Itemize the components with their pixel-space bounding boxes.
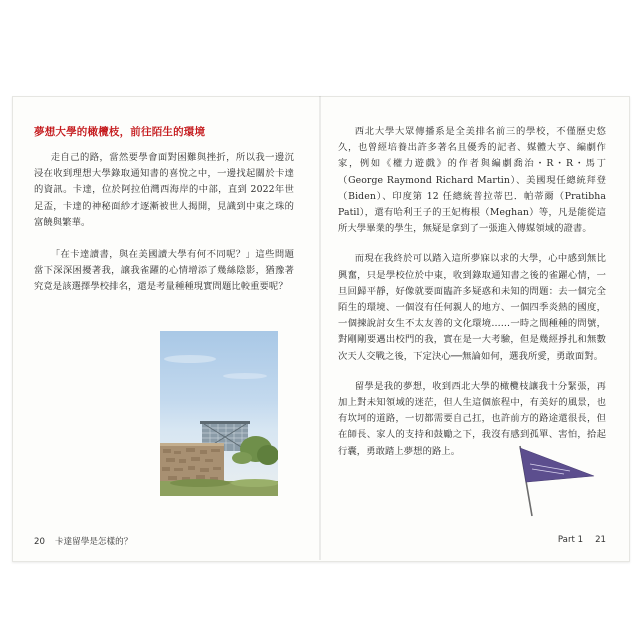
- right-paragraph-1: 西北大學大眾傳播系是全美排名前三的學校，不僅歷史悠久，也曾經培養出許多著名且優秀的記者、媒體大亨、編劇作家，例如《權力遊戲》的作者與編劇喬治・R・R・馬丁（George Raymond Richard Martin）、美國現任總統拜登（Biden）、印度第 12 任總統普拉蒂巴．帕蒂爾（Pratibha Patil），還有哈利王子的王妃梅根（Meghan）等，凡是能從這所大學畢業的學生，無疑是拿到了一張進入傳媒領域的證書。: [338, 126, 606, 235]
- left-page-body: [34, 150, 294, 296]
- chapter-running-title: 卡達留學是怎樣的？: [54, 537, 133, 547]
- book-gutter: [319, 96, 321, 560]
- right-page-footer: [558, 535, 606, 545]
- right-paragraph-2: 而現在我終於可以踏入這所夢寐以求的大學，心中感到無比興奮，只是學校位於中東，收到錄取通知書之後的雀躍心情，一旦回歸平靜，好像就要面臨許多疑惑和未知的問題：去一個完全陌生的環境、一個沒有任何親人的地方、一個四季炎熱的國度，一個揀說討女生不太友善的文化環境……一時之間種種的問號，對剛剛要邁出校門的我，實在是一大考驗，但是幾經掙扎和無數次天人交戰之後，下定決心──無論如何，選我所愛，勇敢面對。: [338, 253, 606, 362]
- left-paragraph-2: 「在卡達讀書，與在美國讀大學有何不同呢？」這些問題當下深深困擾著我，譲我雀躍的心情增添了幾絲陰影，猶豫著究竟是該選擇學校排名，還是考量種種現實問題比較重要呢？: [34, 249, 294, 293]
- pennant-flag-illustration: [510, 440, 600, 520]
- left-page-footer: [34, 535, 132, 547]
- part-label: Part 1: [557, 535, 584, 545]
- left-page-number: 20: [34, 537, 45, 547]
- right-page-number: 21: [595, 535, 606, 545]
- right-paragraph-3: 留學是我的夢想，收到西北大學的橄欖枝讓我十分緊張，再加上對未知領域的迷茫，但人生這個旅程中，有美好的風景，也有坎坷的道路，一切都需要自己扛，也許前方的路途還很長，但在師長、家人的支持和鼓勵之下，我沒有感到孤單、害怕，拾起行囊，勇敢踏上夢想的路上。: [338, 380, 606, 457]
- campus-building-image: [160, 331, 278, 496]
- left-paragraph-1: 走自己的路，當然要學會面對困難與挫折，所以我一邊沉浸在收到理想大學錄取通知書的喜悅之中，一邊找起關於卡達的資訊。卡達，位於阿拉伯灣西海岸的中部，直到 2022年世足盃，卡達的神秘面紗才逐漸被世人揭開，見識到中東之珠的富饒與繁華。: [34, 152, 294, 228]
- section-heading: 夢想大學的橄欖枝，前往陌生的環境: [34, 126, 206, 138]
- right-page-body: [338, 124, 606, 460]
- campus-photo: [160, 331, 278, 496]
